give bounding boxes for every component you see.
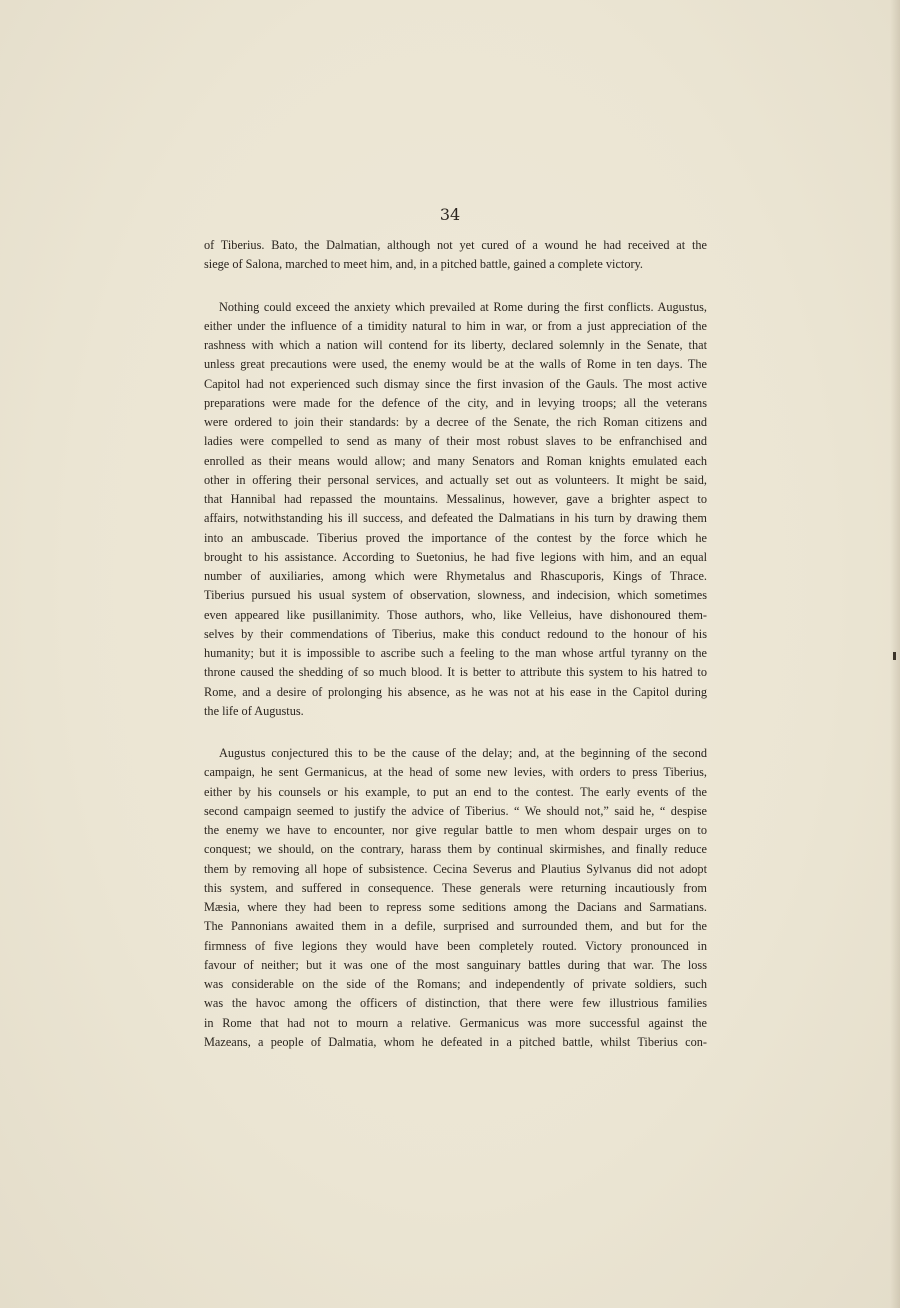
paragraph-3 [204, 744, 707, 1052]
text-line: preparations were made for the defence of the city, and in levying troops; all the veterans [204, 395, 707, 410]
text-line: brought to his assistance. According to Suetonius, he had five legions with him, and an equal [204, 549, 707, 564]
text-line: firmness of five legions they would have been completely routed. Victory pronounced in [204, 938, 707, 953]
text-line: of Tiberius. Bato, the Dalmatian, although not yet cured of a wound he had received at the [204, 238, 707, 252]
text-line: rashness with which a nation will contend for its liberty, declared solemnly in the Senate, that [204, 338, 707, 352]
text-line: Tiberius pursued his usual system of observation, slowness, and indecision, which sometimes [204, 588, 707, 603]
text-line: them by removing all hope of subsistence. Cecina Severus and Plautius Sylvanus did not adopt [204, 861, 707, 876]
text-line: siege of Salona, marched to meet him, and, in a pitched battle, gained a complete victory. [204, 257, 644, 272]
text-line: affairs, notwithstanding his ill success, and defeated the Dalmatians in his turn by drawing them [204, 511, 707, 526]
paragraph-2 [204, 298, 707, 722]
text-line: Mæsia, where they had been to repress some seditions among the Dacians and Sarmatians. [204, 900, 707, 914]
text-line: number of auxiliaries, among which were Rhymetalus and Rhascuporis, Kings of Thrace. [204, 569, 707, 583]
text-line: Augustus conjectured this to be the cause of the delay; and, at the beginning of the second [219, 746, 707, 760]
text-line: either under the influence of a timidity natural to him in war, or from a just appreciation of the [204, 318, 707, 333]
text-line: that Hannibal had repassed the mountains. Messalinus, however, gave a brighter aspect to [204, 492, 707, 506]
text-line: the life of Augustus. [204, 703, 304, 718]
page-number: 34 [439, 205, 461, 224]
text-line: enrolled as their means would allow; and many Senators and Roman knights emulated each [204, 453, 707, 468]
text-line: humanity; but it is impossible to ascribe such a feeling to the man whose artful tyranny on the [204, 646, 707, 660]
text-line: into an ambuscade. Tiberius proved the importance of the contest by the force which he [204, 530, 707, 545]
text-line: was considerable on the side of the Romans; and independently of private soldiers, such [204, 977, 707, 991]
text-line: Nothing could exceed the anxiety which prevailed at Rome during the first conflicts. Augustus, [219, 299, 707, 314]
text-line: in Rome that had not to mourn a relative. Germanicus was more successful against the [204, 1015, 707, 1030]
text-line: either by his counsels or his example, to put an end to the contest. The early events of the [204, 784, 707, 799]
text-line: campaign, he sent Germanicus, at the head of some new levies, with orders to press Tiberius, [204, 765, 707, 780]
text-line: favour of neither; but it was one of the most sanguinary battles during that war. The loss [204, 957, 707, 972]
text-line: throne caused the shedding of so much blood. It is better to attribute this system to his hatred to [204, 665, 707, 680]
text-line: second campaign seemed to justify the advice of Tiberius. “ We should not,” said he, “ despise [204, 803, 707, 818]
text-line: conquest; we should, on the contrary, harass them by continual skirmishes, and finally reduce [204, 842, 707, 857]
text-line: ladies were compelled to send as many of their most robust slaves to be enfranchised and [204, 434, 707, 449]
text-line: The Pannonians awaited them in a defile, surprised and surrounded them, and but for the [204, 919, 707, 934]
text-line: other in offering their personal services, and actually set out as volunteers. It might be said, [204, 472, 707, 487]
text-line: Capitol had not experienced such dismay since the first invasion of the Gauls. The most active [204, 376, 707, 391]
text-line: this system, and suffered in consequence. These generals were returning incautiously from [204, 880, 707, 895]
text-line: Mazeans, a people of Dalmatia, whom he defeated in a pitched battle, whilst Tiberius con- [204, 1034, 707, 1049]
text-line: the enemy we have to encounter, nor give regular battle to men whom despair urges on to [204, 823, 707, 837]
margin-mark [893, 652, 896, 660]
text-line: selves by their commendations of Tiberius, make this conduct redound to the honour of his [204, 626, 707, 641]
text-line: was the havoc among the officers of distinction, that there were few illustrious families [204, 996, 707, 1011]
text-line: even appeared like pusillanimity. Those authors, who, like Velleius, have dishonoured them- [204, 607, 707, 622]
paragraph-1 [204, 236, 707, 275]
text-line: unless great precautions were used, the enemy would be at the walls of Rome in ten days. The [204, 357, 707, 372]
text-line: were ordered to join their standards: by a decree of the Senate, the rich Roman citizens and [204, 415, 707, 429]
text-line: Rome, and a desire of prolonging his absence, as he was not at his ease in the Capitol during [204, 684, 707, 699]
body-text [204, 236, 707, 1052]
